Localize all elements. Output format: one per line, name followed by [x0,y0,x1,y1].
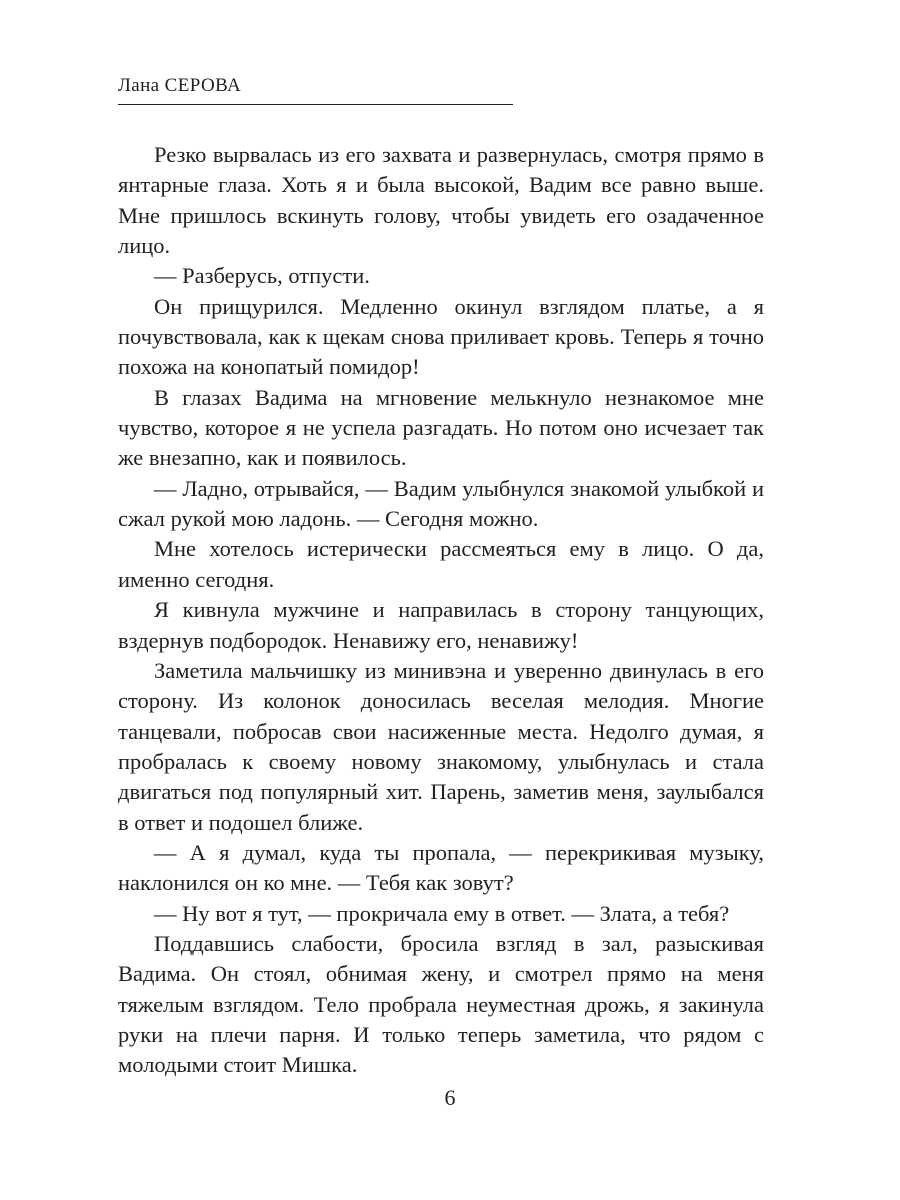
page-number: 6 [444,1085,456,1110]
paragraph: Я кивнула мужчине и направилась в сторону танцующих, вздернув подбородок. Ненавижу его, ненавижу! [118,597,764,653]
paragraph: — Разберусь, отпусти. [154,263,370,289]
paragraph: — А я думал, куда ты пропала, — перекрикивая музыку, наклонился он ко мне. — Тебя как зовут? [118,839,764,896]
running-head [118,72,513,105]
paragraph: — Ну вот я тут, — прокричала ему в ответ. — Злата, а тебя? [154,900,730,926]
paragraph: Он прищурился. Медленно окинул взглядом платье, а я почувствовала, как к щекам снова приливает кровь. Теперь я точно похожа на конопатый помидор! [118,293,764,380]
author-name: Лана СЕРОВА [118,75,242,96]
body-text [118,140,764,1081]
paragraph: — Ладно, отрывайся, — Вадим улыбнулся знакомой улыбкой и сжал рукой мою ладонь. — Сегодня можно. [118,475,764,532]
paragraph: Мне хотелось истерически рассмеяться ему в лицо. О да, именно сегодня. [118,536,764,592]
paragraph: Поддавшись слабости, бросила взгляд в зал, разыскивая Вадима. Он стоял, обнимая жену, и смотрел прямо на меня тяжелым взглядом. Тело пробрала неуместная дрожь, я закинула руки на плечи парня. И только теперь заметила, что рядом с молодыми стоит Мишка. [118,930,764,1078]
paragraph: Заметила мальчишку из минивэна и уверенно двинулась в его сторону. Из колонок доносилась веселая мелодия. Многие танцевали, побросав свои насиженные места. Недолго думая, я пробралась к своему новому знакомому, улыбнулась и стала двигаться под популярный хит. Парень, заметив меня, заулыбался в ответ и подошел ближе. [118,657,764,835]
paragraph: В глазах Вадима на мгновение мелькнуло незнакомое мне чувство, которое я не успела разгадать. Но потом оно исчезает так же внезапно, как и появилось. [118,384,764,471]
paragraph: Резко вырвалась из его захвата и развернулась, смотря прямо в янтарные глаза. Хоть я и была высокой, Вадим все равно выше. Мне пришлось вскинуть голову, чтобы увидеть его озадаченное лицо. [118,142,764,259]
